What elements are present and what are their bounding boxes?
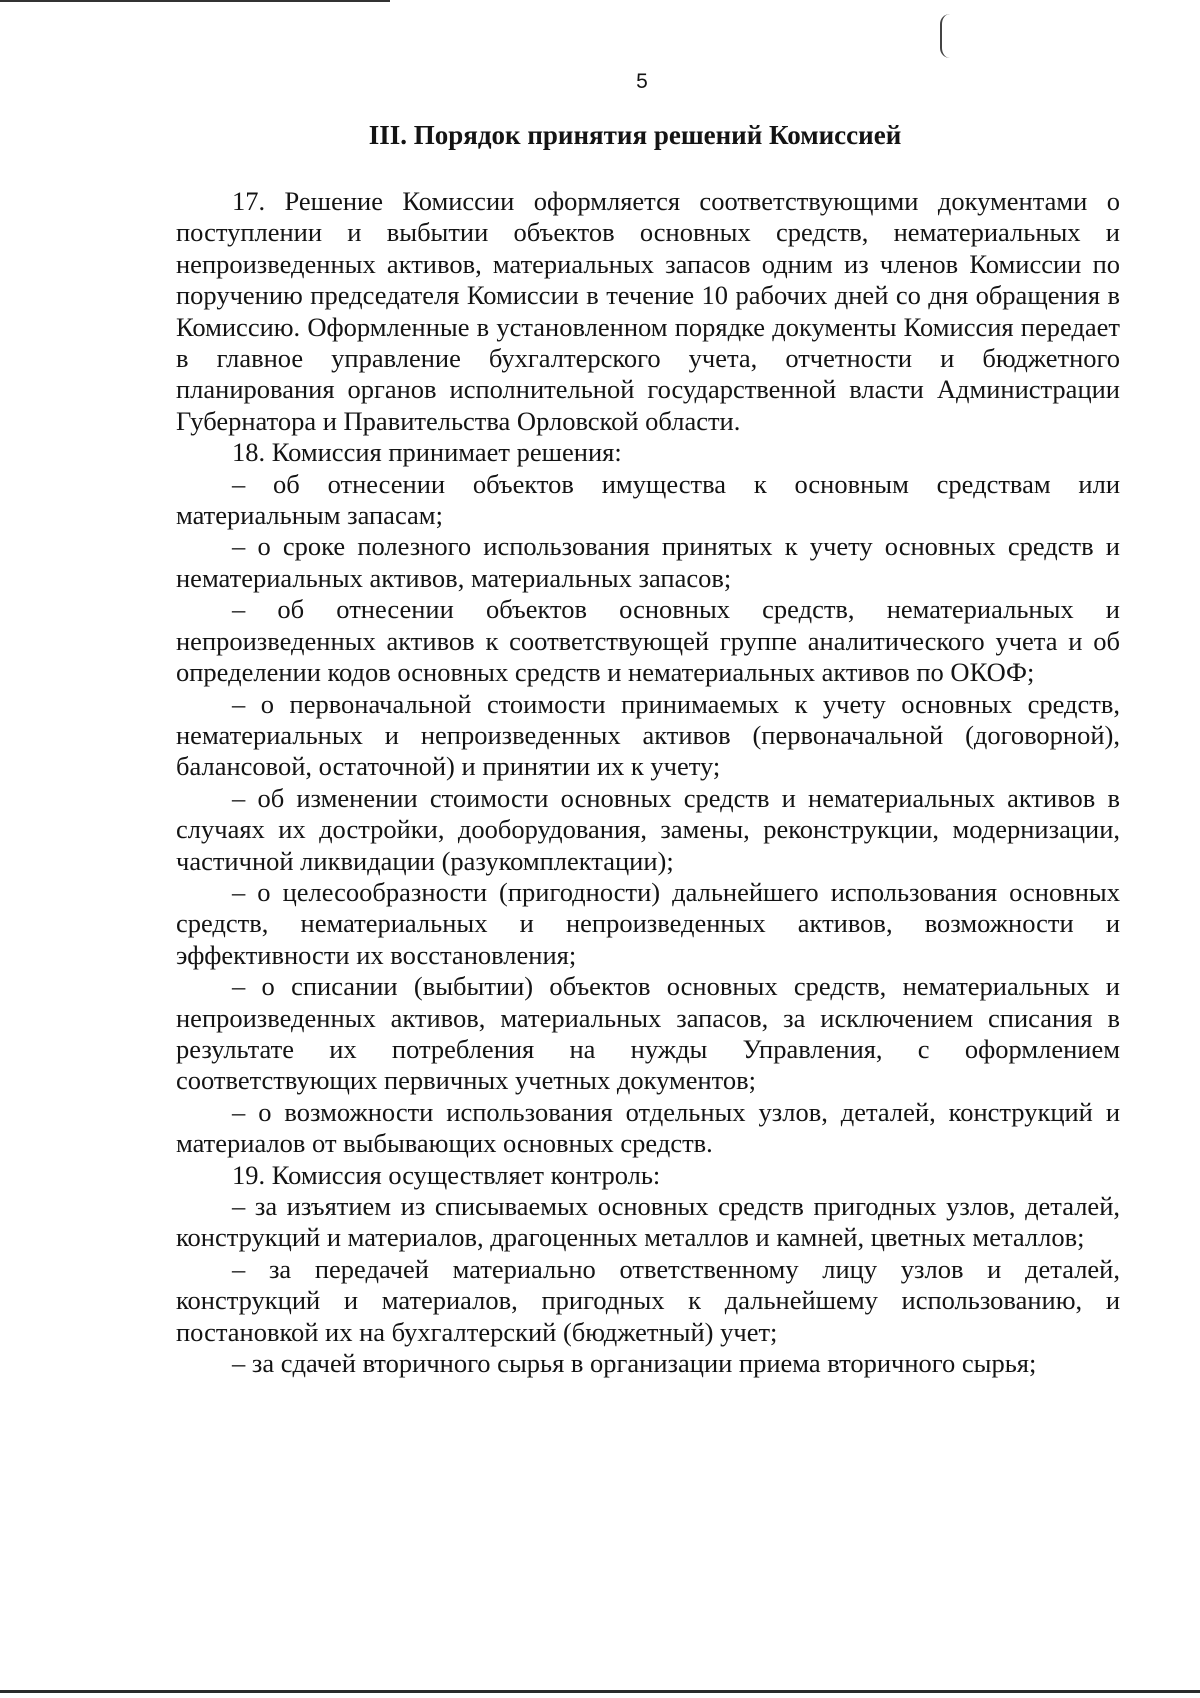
- paragraph-17: 17. Решение Комиссии оформляется соответствующими документами о поступлении и выбытии объектов основных средств, нематериальных и непроизведенных активов, материальных запасов одним из членов Комиссии по поручению председателя Комиссии в течение 10 рабочих дней со дня обращения в Комиссию. Оформленные в установленном порядке документы Комиссия передает в главное управление бухгалтерского учета, отчетности и бюджетного планирования органов исполнительной государственной власти Администрации Губернатора и Правительства Орловской области.: [176, 186, 1120, 436]
- list-item: – о первоначальной стоимости принимаемых к учету основных средств, нематериальных и непроизведенных активов (первоначальной (договорной), балансовой, остаточной) и принятии их к учету;: [176, 688, 1120, 782]
- list-item: – о возможности использования отдельных узлов, деталей, конструкций и материалов от выбывающих основных средств.: [176, 1096, 1120, 1159]
- list-item: – о сроке полезного использования принятых к учету основных средств и нематериальных активов, материальных запасов;: [176, 531, 1120, 593]
- list-item: – за изъятием из списываемых основных средств пригодных узлов, деталей, конструкций и материалов, драгоценных металлов и камней, цветных металлов;: [176, 1191, 1120, 1253]
- document-body: [176, 186, 1120, 1379]
- list-item: – об изменении стоимости основных средств и нематериальных активов в случаях их достройки, дооборудования, замены, реконструкции, модернизации, частичной ликвидации (разукомплектации);: [176, 782, 1120, 876]
- list-item: – за передачей материально ответственному лицу узлов и деталей, конструкций и материалов, пригодных к дальнейшему использованию, и постановкой их на бухгалтерский (бюджетный) учет;: [176, 1253, 1120, 1347]
- scan-edge-line-top: [0, 0, 390, 2]
- scan-edge-line-bottom: [0, 1690, 1200, 1693]
- section-title: III. Порядок принятия решений Комиссией: [368, 120, 902, 150]
- paragraph-18-heading: 18. Комиссия принимает решения:: [232, 437, 622, 468]
- list-item: – об отнесении объектов имущества к основным средствам или материальным запасам;: [176, 468, 1120, 531]
- list-item: – о целесообразности (пригодности) дальнейшего использования основных средств, нематериальных и непроизведенных активов, возможности и эффективности их восстановления;: [176, 876, 1120, 970]
- page-number: 5: [636, 70, 648, 93]
- list-item: – об отнесении объектов основных средств, нематериальных и непроизведенных активов к соответствующей группе аналитического учета и об определении кодов основных средств и нематериальных активов по ОКОФ;: [176, 594, 1120, 688]
- paragraph-19-heading: 19. Комиссия осуществляет контроль:: [232, 1159, 661, 1190]
- list-item: – о списании (выбытии) объектов основных средств, нематериальных и непроизведенных активов, материальных запасов, за исключением списания в результате их потребления на нужды Управления, с оформлением соответствующих первичных учетных документов;: [176, 971, 1120, 1096]
- list-item: – за сдачей вторичного сырья в организации приема вторичного сырья;: [232, 1348, 1037, 1379]
- scan-margin-mark: [940, 14, 956, 58]
